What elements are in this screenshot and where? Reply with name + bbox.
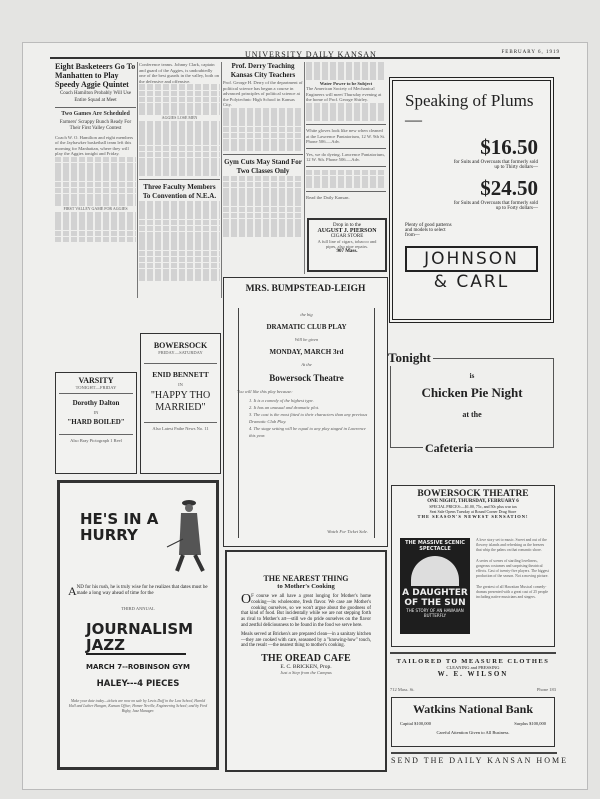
ad-text: CLEANING and PRESSING [446,665,500,670]
ad-date: MONDAY, MARCH 3rd [269,348,344,356]
ad-text: ND for his rush, he is truly wise for he realizes that dates must be made a long way ahead of time for the [76,585,208,596]
notice: White gloves look like new when cleaned at the Lawrence Pantatorium, 12 W. 9th St. Phone 506.—Adv. [306,127,386,145]
article-text: Prof. George H. Derry of the department of political science has begun a course in advanced principles of political science at the Polytechnic High School in Kansas City. [223,80,303,108]
headline: Water Power to be Subject [319,80,373,86]
ad-text: THE SEASON'S NEWEST SENSATION! [417,514,529,519]
deck: Coach Hamilton Probably Will Use Entire Squad at Meet [59,91,132,103]
ad-text: Also Bray Pictograph 1 Reel [70,438,122,443]
ad-subtitle: to Mother's Cooking [277,583,335,590]
subhead: AGGIES LOSE MEN [161,115,198,121]
ad-text: E. C. BRICKEN, Prop. [280,664,332,671]
article-text: Conference teams. Johnny Clark, captain and guard of the Aggies, is undoubtedly one of the best guards in the valley, both on the defensive and offensive. [139,62,220,84]
ad-address: 907 Mass. [336,249,358,254]
ad-pierson [307,218,387,272]
ad-text: is [469,372,475,380]
ad-text: F course we all have a great longing for Mother's home cooking—its wholesome, fresh flavor. We case are Mother's cooking ourselves, so we won't argue about the goodness of that kind of food. But incidentally while we are not stepping forth as rival to Mother's art—still we do pride ourselves on the flavor and zestful deliciousness to be found in the food we serve here. [241,594,371,628]
ad-text: Just a Step from the Campus [280,670,332,676]
headline: Gym Cuts May Stand For Two Classes Only [224,157,302,175]
ad-text: A series of scenes of startling loveliness, gorgeous costumes and surprising theatrical effects. Cast of twenty-five players. The biggest production of the season. Not a moving picture. [476,559,549,578]
ad-text: Plenty of good patterns and models to select from— [405,223,452,238]
reason: 2. It has an unusual and dramatic plot. [249,405,320,410]
masthead [50,50,560,59]
ad-wilson [390,652,556,694]
article-text: The American Society of Mechanical Engineers will meet Thursday evening at the home of Prof. George Shirley. [306,86,382,103]
price: $24.50 [480,176,538,200]
walking-man-illustration [165,495,210,575]
ad-text: Careful Attention Given to All Business. [436,730,510,735]
headline: Eight Basketeers Go To Manhatten to Play Speedy Aggie Quintet [55,62,136,89]
ad-phone: Phone 183 [536,687,556,692]
reason: 3. The cast is the most fitted to their characters than any previous Dramatic Club Play. [249,412,368,424]
ad-text: for Suits and Overcoats that formerly sold up to Thirty dollars— [453,160,538,170]
ad-text: at the [462,410,482,419]
ad-name: W. E. WILSON [437,670,509,678]
ad-title: TAILORED TO MEASURE CLOTHES [396,658,550,665]
ad-text: CIGAR STORE [330,234,364,239]
masthead-date: FEBRUARY 6, 1919 [501,50,560,55]
reason: 4. The stage setting will be equal to any play staged in Lawrence this year. [249,426,366,438]
ad-bowersock [140,333,221,474]
ad-text: You will like this play because: [237,389,293,394]
star: ENID BENNETT [152,370,209,379]
drop-cap: A [68,584,77,598]
ad-date: ONE NIGHT, THURSDAY, FEBRUARY 6 [427,499,519,504]
ad-title: MRS. BUMPSTEAD-LEIGH [245,284,366,294]
footer-banner: SEND THE DAILY KANSAN HOME [391,752,557,765]
ad-text: Will be given [294,337,319,342]
film-title: "HAPPY THO MARRIED" [150,390,211,413]
subhead: FIRST VALLEY GAME FOR AGGIES [63,206,128,212]
ad-text: SPECIAL PRICES:—$1.00, 75c, and 50c plus war tax [429,504,517,509]
deck: Farmers' Scrappy Bunch Ready For Their First Valley Contest [59,119,132,131]
article-derry [223,62,303,274]
ad-name: THE OREAD CAFE [261,653,351,665]
ad-name: AUGUST J. PIERSON [317,228,377,234]
notice: Yes, we do dyeing. Lawrence Pantatorium, 12 W. 9th. Phone 506.—Adv. [306,151,385,163]
logo: & CARL [433,272,510,292]
article-basketball [55,62,136,298]
price: $16.50 [480,135,538,159]
drop-cap: O [241,592,252,607]
poster-text: THE MASSIVE SCENIC SPECTACLE [405,540,465,552]
ad-text: Meals served at Bricken's are prepared clean—in a sanitary kitchen—they are cooked with care, seasoned by a "knowing-how" touch, and the result —the nearest thing to mother's cooking. [241,631,371,649]
ad-text: Make your date today—tickets are now on sale by Lewis Duff in the Law School, Harold Hall and Luther Hangen, Kansan Office; Homer Neville, Engineering School; and by Fred Bigby, Jazz Manager. [68,699,208,713]
ad-text: At the [301,362,312,367]
ad-journalism-jazz [57,480,219,770]
ad-text: Tonight [388,350,431,365]
ad-title: JOURNALISM [86,620,194,638]
ad-text: the big [300,312,313,317]
ad-varsity [55,372,137,474]
ad-text: DRAMATIC CLUB PLAY [266,323,347,331]
poster-text: THE STORY OF AN HAWAIIAN BUTTERFLY [406,608,464,618]
ad-text: for Suits and Overcoats that formerly sold up to Forty dollars— [453,201,538,211]
ad-text: TONIGHT—FRIDAY [75,385,117,390]
ad-text: Watch For Ticket Sale. [327,529,368,534]
notice: Read the Daily Kansan. [306,194,350,200]
ad-venue: Bowersock Theatre [269,373,344,383]
ad-text: Drop in to the [333,223,361,228]
ad-text: The greatest of all Hawaiian Musical comedy-dramas presented with a great cast of 25 people including native musicians and singers. [476,585,549,599]
article-text: Coach W. O. Hamilton and eight members of the Jayhawker basketball team left this morning for Manhattan, where they will play the Aggies tonight and Friday. [55,134,134,157]
star: Dorothy Dalton [72,399,120,407]
capital: Capital $100,000 [400,721,431,726]
ad-text: Also Latest Pathe News No. 11 [152,426,209,431]
ad-name: Watkins National Bank [412,702,534,716]
deck: Two Games Are Scheduled [61,111,130,117]
film-title: "HARD BOILED" [67,418,125,426]
ad-cafeteria [388,350,556,460]
ad-text: THIRD ANNUAL [121,606,155,611]
ad-text: Seat Sale Opens Tuesday at Round Corner Drug Store [429,509,517,514]
ad-date: MARCH 7--ROBINSON GYM [86,663,190,671]
ad-text: IN [93,410,99,415]
poster-daughter-of-the-sun [400,538,470,634]
article-water-power [306,62,386,214]
ad-bowersock-theatre [391,485,555,647]
ad-title: JAZZ [86,637,186,655]
ad-text: Chicken Pie Night [421,385,523,400]
ad-text: Cafeteria [425,441,473,455]
ad-title: Speaking of Plums— [405,91,534,129]
ad-text: HALEY---4 PIECES [96,679,180,689]
headline: Three Faculty Members To Convention of N.E.A. [142,183,217,200]
ad-text: A full line of cigars, tobacco and pipes, also pipe repairs. [317,239,377,249]
article-basketball-continued [139,62,220,298]
ad-title: THE NEAREST THING [263,574,349,583]
ad-text: FRIDAY—SATURDAY [158,350,203,355]
logo: JOHNSON [405,246,538,272]
surplus: Surplus $100,000 [514,721,546,726]
reason: 1. It is a comedy of the highest type. [249,398,314,403]
ad-text: A love story set to music. Sweet and out of the flowery islands and refreshing as the breezes that whip the palms on that romantic shore. [476,538,547,552]
ad-text: IN [178,382,183,387]
theatre-name: VARSITY [78,376,114,385]
ad-johnson-carl [389,77,554,323]
masthead-title: UNIVERSITY DAILY KANSAN [245,50,377,59]
ad-bumpstead-leigh [223,277,388,547]
headline: Prof. Derry Teaching Kansas City Teachers [230,62,296,79]
ad-oread-cafe [225,550,387,772]
ad-address: 712 Mass. St. [390,687,415,692]
ad-title: HE'S IN A HURRY [80,510,159,544]
poster-title: A DAUGHTER OF THE SUN [402,588,468,608]
ad-title: BOWERSOCK THEATRE [417,489,529,499]
theatre-name: BOWERSOCK [153,341,208,350]
ad-watkins-bank [391,697,555,747]
